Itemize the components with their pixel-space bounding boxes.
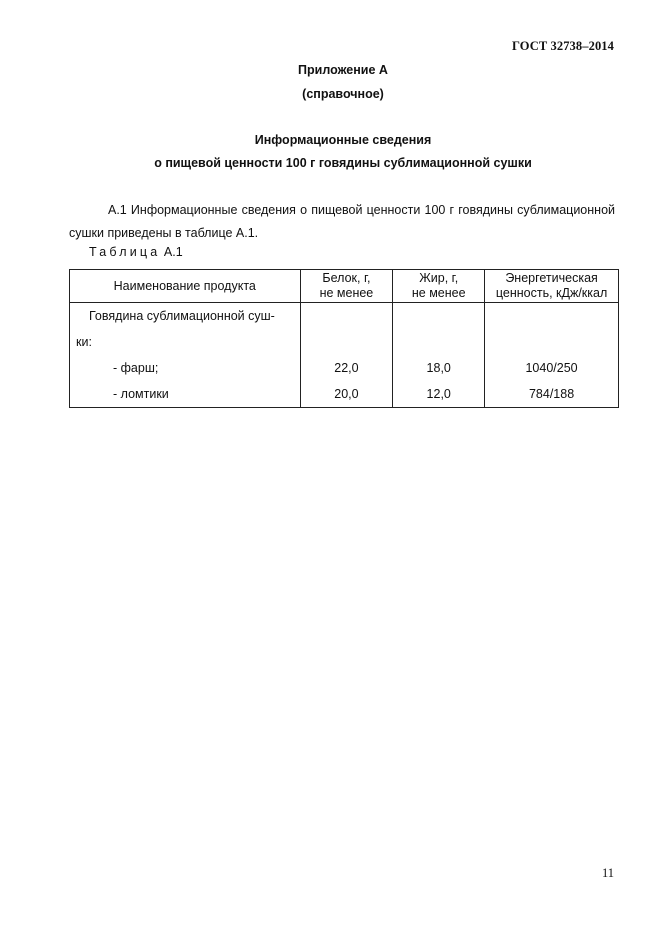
table-group-row: [70, 303, 619, 330]
standard-code: ГОСТ 32738–2014: [511, 39, 614, 53]
annex-title: Приложение А: [298, 63, 388, 77]
table-row: [70, 381, 619, 408]
nutrition-table: [69, 269, 619, 408]
row-name: - фарш;: [70, 355, 301, 381]
header-energy-line2: ценность, кДж/ккал: [495, 286, 608, 300]
paragraph-text: А.1 Информационные сведения о пищевой ценности 100 г говядины сублимационной сушки приведены в таблице А.1.: [69, 203, 615, 240]
table-caption: [89, 245, 183, 259]
empty-cell: [393, 329, 485, 355]
header-protein-line2: не менее: [319, 286, 374, 300]
page-number: 11: [601, 866, 614, 880]
intro-paragraph: [69, 199, 615, 245]
row-name: - ломтики: [70, 381, 301, 408]
section-subtitle: о пищевой ценности 100 г говядины сублимационной сушки: [154, 156, 532, 170]
header-protein-line1: Белок, г,: [322, 271, 371, 285]
empty-cell: [300, 303, 393, 330]
row-energy: 1040/250: [485, 355, 619, 381]
group-name-line2: ки:: [70, 329, 301, 355]
header-fat-line2: не менее: [411, 286, 466, 300]
empty-cell: [485, 303, 619, 330]
group-name-text-1: Говядина сублимационной суш-: [89, 309, 275, 323]
table-group-row-cont: [70, 329, 619, 355]
header-protein: [300, 270, 393, 303]
group-name-line1: [70, 303, 301, 330]
row-protein: 22,0: [300, 355, 393, 381]
table-row: [70, 355, 619, 381]
row-fat: 18,0: [393, 355, 485, 381]
header-energy: [485, 270, 619, 303]
table-header-row: [70, 270, 619, 303]
header-fat: [393, 270, 485, 303]
empty-cell: [485, 329, 619, 355]
annex-status: (справочное): [302, 87, 384, 101]
row-energy: 784/188: [485, 381, 619, 408]
header-product-name: Наименование продукта: [70, 270, 301, 303]
header-energy-line1: Энергетическая: [505, 271, 598, 285]
empty-cell: [393, 303, 485, 330]
row-protein: 20,0: [300, 381, 393, 408]
header-fat-line1: Жир, г,: [419, 271, 459, 285]
row-fat: 12,0: [393, 381, 485, 408]
empty-cell: [300, 329, 393, 355]
table-caption-prefix: Таблица: [89, 245, 161, 259]
table-caption-number: А.1: [163, 245, 183, 259]
section-title: Информационные сведения: [254, 133, 432, 147]
